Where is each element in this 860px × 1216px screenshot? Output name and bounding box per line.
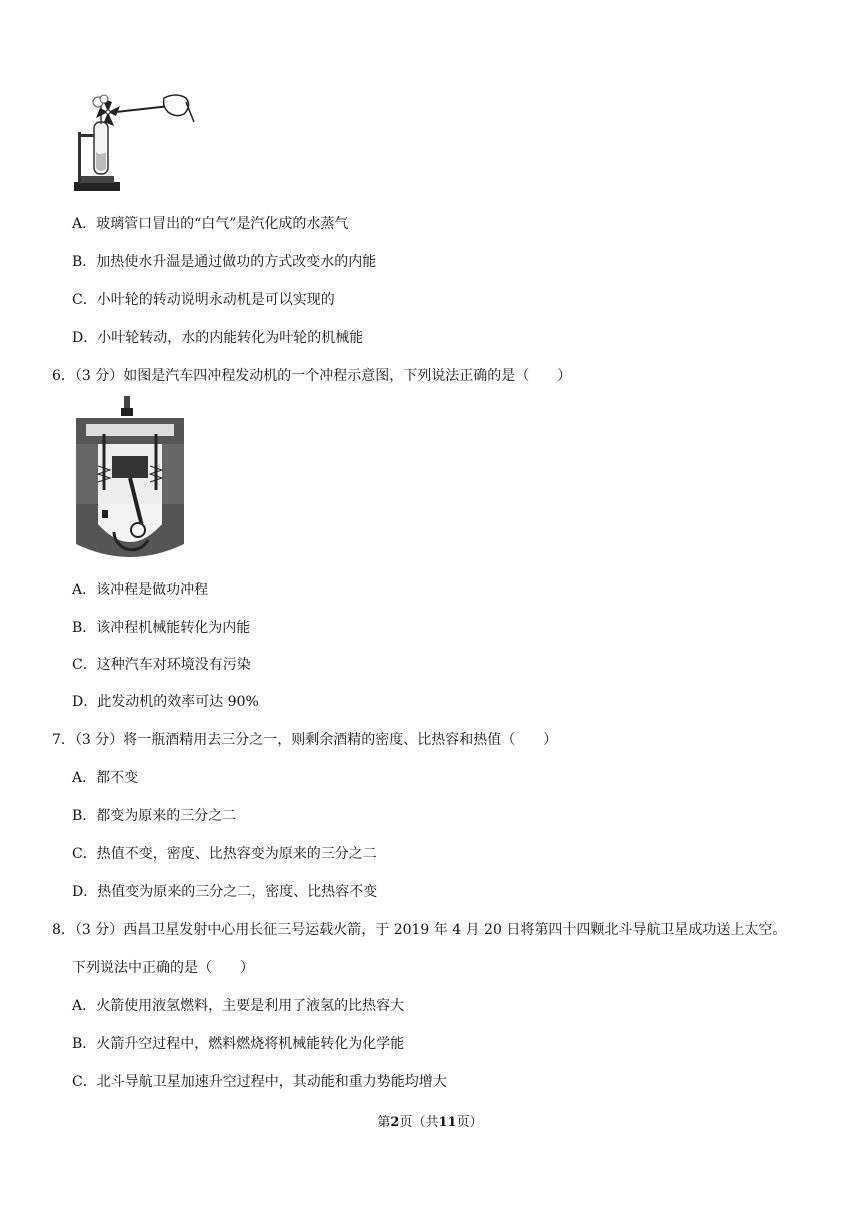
q7-stem: 7．（3 分）将一瓶酒精用去三分之一，则剩余酒精的密度、比热容和热值（ ） (52, 732, 558, 748)
engine-stroke-diagram-icon (72, 394, 188, 560)
footer-total-pages: 11 (438, 1115, 457, 1130)
q7-option-c: C．热值不变，密度、比热容变为原来的三分之二 (72, 846, 377, 862)
q7-option-a: A．都不变 (72, 770, 139, 786)
q6-option-d: D．此发动机的效率可达 90% (72, 694, 259, 710)
q6-stem: 6．（3 分）如图是汽车四冲程发动机的一个冲程示意图，下列说法正确的是（ ） (52, 368, 572, 384)
q5-option-d: D．小叶轮转动，水的内能转化为叶轮的机械能 (72, 330, 364, 346)
footer-page-number: 2 (390, 1115, 400, 1130)
q6-option-b: B．该冲程机械能转化为内能 (72, 620, 251, 636)
q8-option-c: C．北斗导航卫星加速升空过程中，其动能和重力势能均增大 (72, 1074, 447, 1090)
q8-option-b: B．火箭升空过程中，燃料燃烧将机械能转化为化学能 (72, 1036, 405, 1052)
q7-option-b: B．都变为原来的三分之二 (72, 808, 237, 824)
footer-suffix: 页） (456, 1115, 483, 1130)
q5-option-b: B．加热使水升温是通过做功的方式改变水的内能 (72, 254, 377, 270)
footer-middle: 页（共 (399, 1115, 439, 1130)
footer-prefix: 第 (377, 1115, 391, 1130)
q6-option-c: C．这种汽车对环境没有污染 (72, 657, 251, 673)
q8-stem-line2: 下列说法中正确的是（ ） (72, 960, 254, 976)
q7-option-d: D．热值变为原来的三分之二，密度、比热容不变 (72, 884, 378, 900)
q8-stem-line1: 8．（3 分）西昌卫星发射中心用长征三号运载火箭，于 2019 年 4 月 20 日将第四十四颗北斗导航卫星成功送上太空。 (52, 922, 787, 938)
q6-option-a: A．该冲程是做功冲程 (72, 582, 209, 598)
q5-option-a: A．玻璃管口冒出的“白气”是汽化成的水蒸气 (72, 216, 349, 232)
page-footer (0, 1111, 860, 1130)
q5-option-c: C．小叶轮的转动说明永动机是可以实现的 (72, 292, 335, 308)
q8-option-a: A．火箭使用液氢燃料，主要是利用了液氢的比热容大 (72, 998, 405, 1014)
windmill-test-tube-apparatus-icon (72, 92, 196, 194)
